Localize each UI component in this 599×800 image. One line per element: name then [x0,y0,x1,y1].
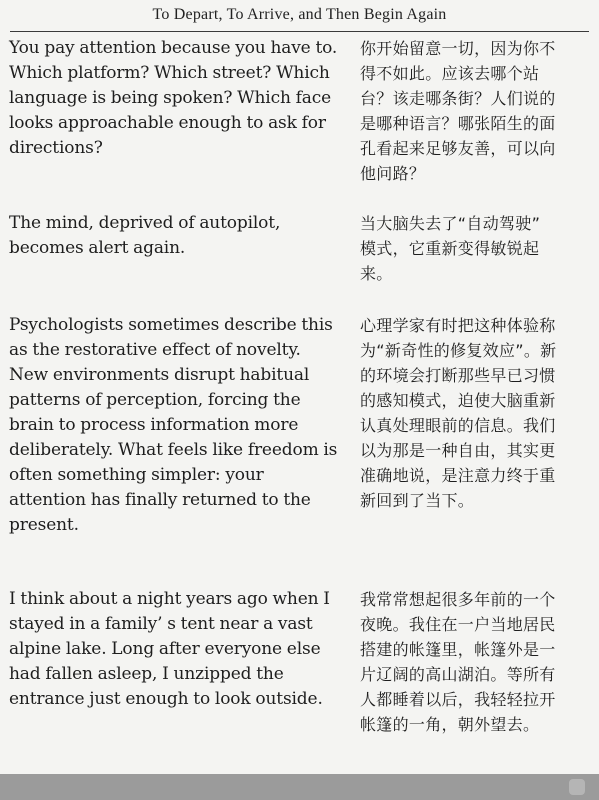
paragraph-chinese-3: 心理学家有时把这种体验称 为“新奇性的修复效应”。新 的环境会打断那些早已习惯 的感知模式，迫使大脑重新 认真处理眼前的信息。我们 以为那是一种自由，其实更 准确地说，是注意力终于重 新回到了当下。 [360,316,557,510]
paragraph-english-2: The mind, deprived of autopilot, becomes alert again. [9,213,281,258]
paragraph-chinese-2: 当大脑失去了“自动驾驶” 模式，它重新变得敏锐起 来。 [360,214,541,283]
page-title: To Depart, To Arrive, and Then Begin Again [152,6,447,23]
paragraph-english-3: Psychologists sometimes describe this as the restorative effect of novelty. New environments disrupt habitual patterns of perception, forcing the brain to process information more deliberately. What feels like freedom is often something simpler: your attention has finally returned to the present. [9,315,338,535]
paragraph-chinese-1: 你开始留意一切，因为你不 得不如此。应该去哪个站 台？该走哪条街？人们说的 是哪种语言？哪张陌生的面 孔看起来足够友善，可以向 他问路？ [360,39,556,183]
paragraph-english-4: I think about a night years ago when I stayed in a family’ s tent near a vast alpine lake. Long after everyone else had fallen asleep, I unzipped the entrance just enough to look outside. [9,589,330,709]
paragraph-chinese-4: 我常常想起很多年前的一个 夜晚。我住在一户当地居民 搭建的帐篷里，帐篷外是一 片辽阔的高山湖泊。等所有 人都睡着以后，我轻轻拉开 帐篷的一角，朝外望去。 [360,590,556,734]
watermark-icon [569,779,585,795]
title-divider [10,31,589,32]
bottom-bar [0,774,599,800]
paragraph-english-1: You pay attention because you have to. Which platform? Which street? Which language is being spoken? Which face looks approachable enough to ask for directions? [9,38,338,158]
